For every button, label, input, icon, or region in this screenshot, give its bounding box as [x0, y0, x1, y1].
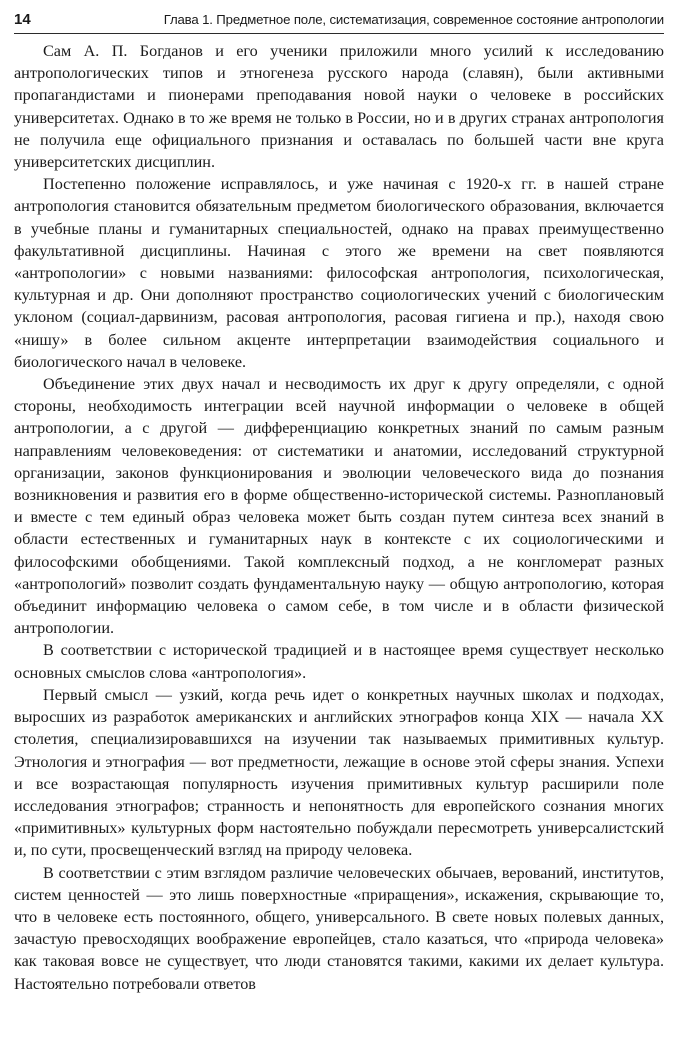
- page-number: 14: [14, 10, 31, 28]
- running-head: [14, 8, 664, 30]
- header-divider: [14, 33, 664, 34]
- paragraph: Сам А. П. Богданов и его ученики приложили много усилий к исследованию антропологических типов и этногенеза русского народа (славян), были активными пропагандистами и пионерами преподавания новой науки о человеке в российских университетах. Однако в то же время не только в России, но и в других странах антропология не получила еще официального признания и оставалась по большей части вне круга университетских дисциплин.: [14, 42, 664, 172]
- paragraph: Объединение этих двух начал и несводимость их друг к другу определяли, с одной стороны, необходимость интеграции всей научной информации о человеке в общей антропологии, а с другой — дифференциацию конкретных знаний по самым разным направлениям человековедения: от систематики и анатомии, исследований структурной организации, законов функционирования и эволюции человеческого вида до познания возникновения и развития его в форме общественно-исторической системы. Разноплановый и вместе с тем единый образ человека может быть создан путем синтеза всех знаний в области естественных и гуманитарных наук в контексте с их социологическими и философскими обобщениями. Такой комплексный подход, а не конгломерат разных «антропологий» позволит создать фундаментальную науку — общую антропологию, которая объединит информацию человека о самом себе, в том числе и в области физической антропологии.: [14, 375, 664, 638]
- paragraph: Первый смысл — узкий, когда речь идет о конкретных научных школах и подходах, выросших из разработок американских и английских этнографов конца XIX — начала XX столетия, специализировавшихся на изучении так называемых примитивных культур. Этнология и этнография — вот предметности, лежащие в основе этой сферы знания. Успехи и все возрастающая популярность изучения примитивных культур расширили поле исследования этнографов; странность и непонятность для европейского сознания многих «примитивных» культурных форм настоятельно побуждали пересмотреть универсалистский и, по сути, просвещенческий взгляд на природу человека.: [14, 685, 664, 860]
- paragraph: В соответствии с этим взглядом различие человеческих обычаев, верований, институтов, систем ценностей — это лишь поверхностные «приращения», искажения, скрывающие то, что в человеке есть постоянного, общего, универсального. В свете новых полевых данных, зачастую превосходящих воображение европейцев, стало казаться, что «природа человека» как таковая вовсе не существует, что люди становятся такими, какими их делает культура. Настоятельно потребовали ответов: [14, 863, 664, 993]
- chapter-running-title: Глава 1. Предметное поле, систематизация, современное состояние антропологии: [163, 11, 664, 27]
- body-text: [14, 40, 664, 995]
- paragraph: Постепенно положение исправлялось, и уже начиная с 1920-х гг. в нашей стране антропология становится обязательным предметом биологического образования, включается в учебные планы и гуманитарных специальностей, однако на правах преимущественно факультативной дисциплины. Начиная с этого же времени на свет появляются «антропологии» с новыми названиями: философская антропология, психологическая, культурная и др. Они дополняют пространство социологических учений с биологическим уклоном (социал-дарвинизм, расовая антропология, расовая гигиена и пр.), находя свою «нишу» в более сильном акценте интерпретации взаимодействия социального и биологического начал в человеке.: [14, 175, 664, 371]
- paragraph: В соответствии с исторической традицией и в настоящее время существует несколько основных смыслов слова «антропология».: [14, 641, 664, 682]
